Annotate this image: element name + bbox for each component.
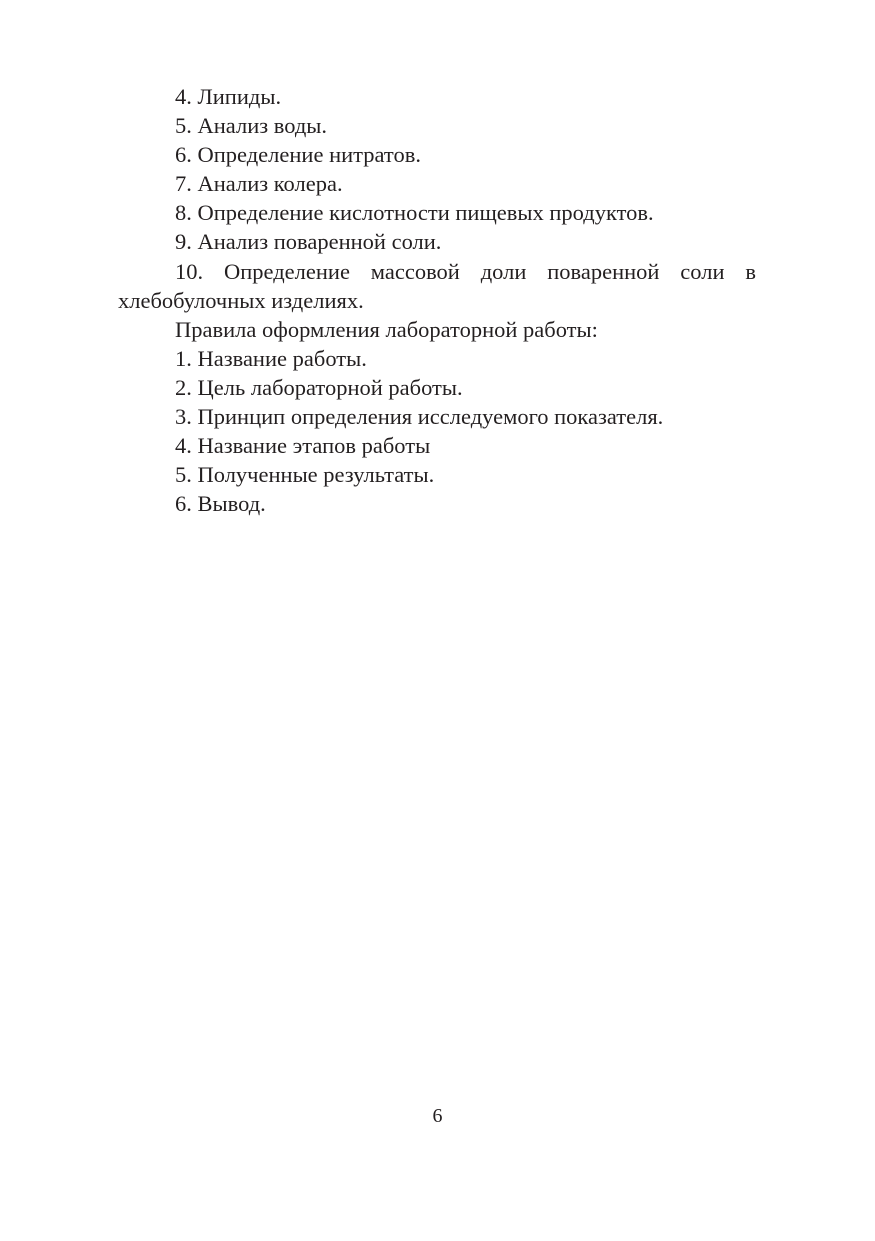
rules-item: 6. Вывод. bbox=[175, 491, 266, 517]
rules-item: 4. Название этапов работы bbox=[175, 433, 431, 459]
page-body bbox=[118, 82, 756, 518]
list-item: 9. Анализ поваренной соли. bbox=[175, 229, 442, 255]
rules-item: 3. Принцип определения исследуемого показателя. bbox=[175, 404, 664, 430]
list-item: 10. Определение массовой доли поваренной соли в хлебобулочных изделиях. bbox=[118, 258, 756, 313]
page-number: 6 bbox=[432, 1105, 443, 1127]
list-item: 7. Анализ колера. bbox=[175, 171, 343, 197]
rules-heading: Правила оформления лабораторной работы: bbox=[175, 316, 598, 342]
rules-item: 2. Цель лабораторной работы. bbox=[175, 374, 463, 400]
list-item: 5. Анализ воды. bbox=[175, 113, 328, 139]
rules-item: 5. Полученные результаты. bbox=[175, 462, 435, 488]
rules-item: 1. Название работы. bbox=[175, 345, 367, 371]
list-item: 4. Липиды. bbox=[175, 84, 282, 109]
list-item: 6. Определение нитратов. bbox=[175, 142, 421, 168]
list-item: 8. Определение кислотности пищевых продуктов. bbox=[175, 200, 654, 226]
